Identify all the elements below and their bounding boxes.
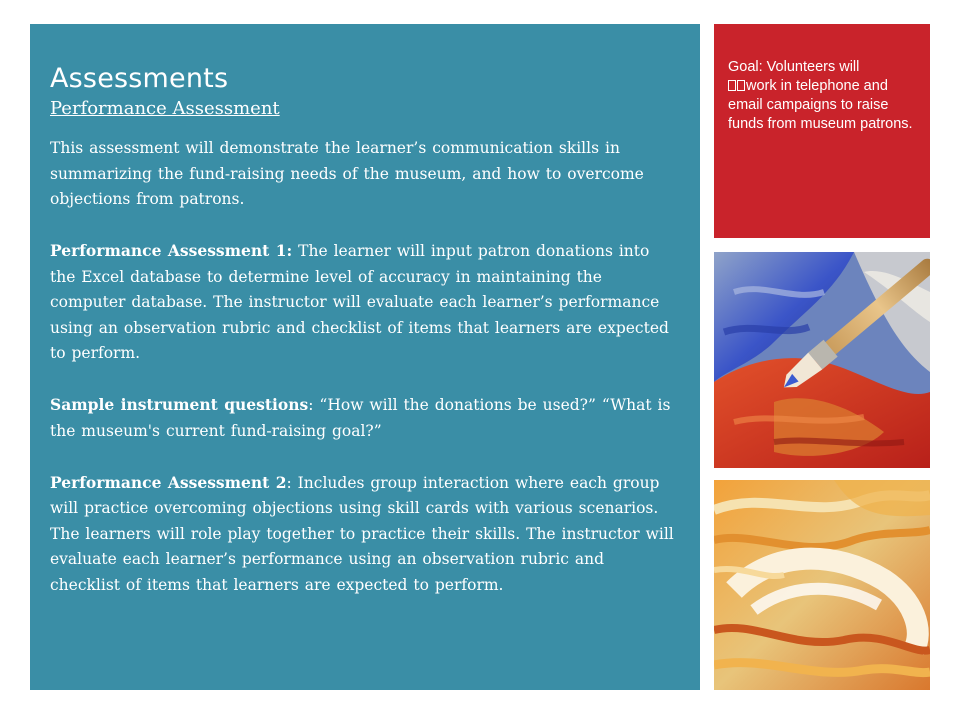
- missing-glyph-icon: [728, 80, 736, 91]
- paint-brush-photo: [714, 252, 930, 468]
- pa1-label: Performance Assessment 1:: [50, 241, 293, 260]
- sample-label: Sample instrument questions: [50, 395, 309, 414]
- performance-assessment-1: [50, 238, 678, 367]
- pa2-text: : Includes group interaction where each group will practice overcoming objections using skill cards with various scenarios. The learners will role play together to practice their skills. The instructor will evaluate each learner’s performance using an observation rubric and checklist of items that learners are expected to perform.: [50, 473, 674, 594]
- goal-panel: [714, 24, 930, 238]
- pa1-text: The learner will input patron donations into the Excel database to determine level of accuracy in maintaining the computer database. The instructor will evaluate each learner’s performance using an observation rubric and checklist of items that learners are expected to perform.: [50, 242, 669, 362]
- paint-swirl-photo: [714, 480, 930, 690]
- missing-glyph-icon: [737, 80, 745, 91]
- slide-title: Assessments: [50, 63, 229, 94]
- goal-prefix: Goal: Volunteers will: [728, 59, 860, 75]
- performance-assessment-2: [50, 470, 678, 599]
- paint-swirl-image: [714, 480, 930, 690]
- intro-paragraph: This assessment will demonstrate the learner’s communication skills in summarizing the fund-raising needs of the museum, and how to overcome objections from patrons.: [50, 139, 644, 208]
- sample-questions: [50, 392, 678, 444]
- sample-text: : “How will the donations be used?” “What is the museum's current fund-raising goal?”: [50, 396, 671, 440]
- assessment-panel: [30, 24, 700, 690]
- pa2-label: Performance Assessment 2: [50, 472, 287, 492]
- slide-subtitle: Performance Assessment: [50, 98, 280, 119]
- paint-brush-image: [714, 252, 930, 468]
- goal-text: work in telephone and email campaigns to raise funds from museum patrons.: [728, 78, 913, 132]
